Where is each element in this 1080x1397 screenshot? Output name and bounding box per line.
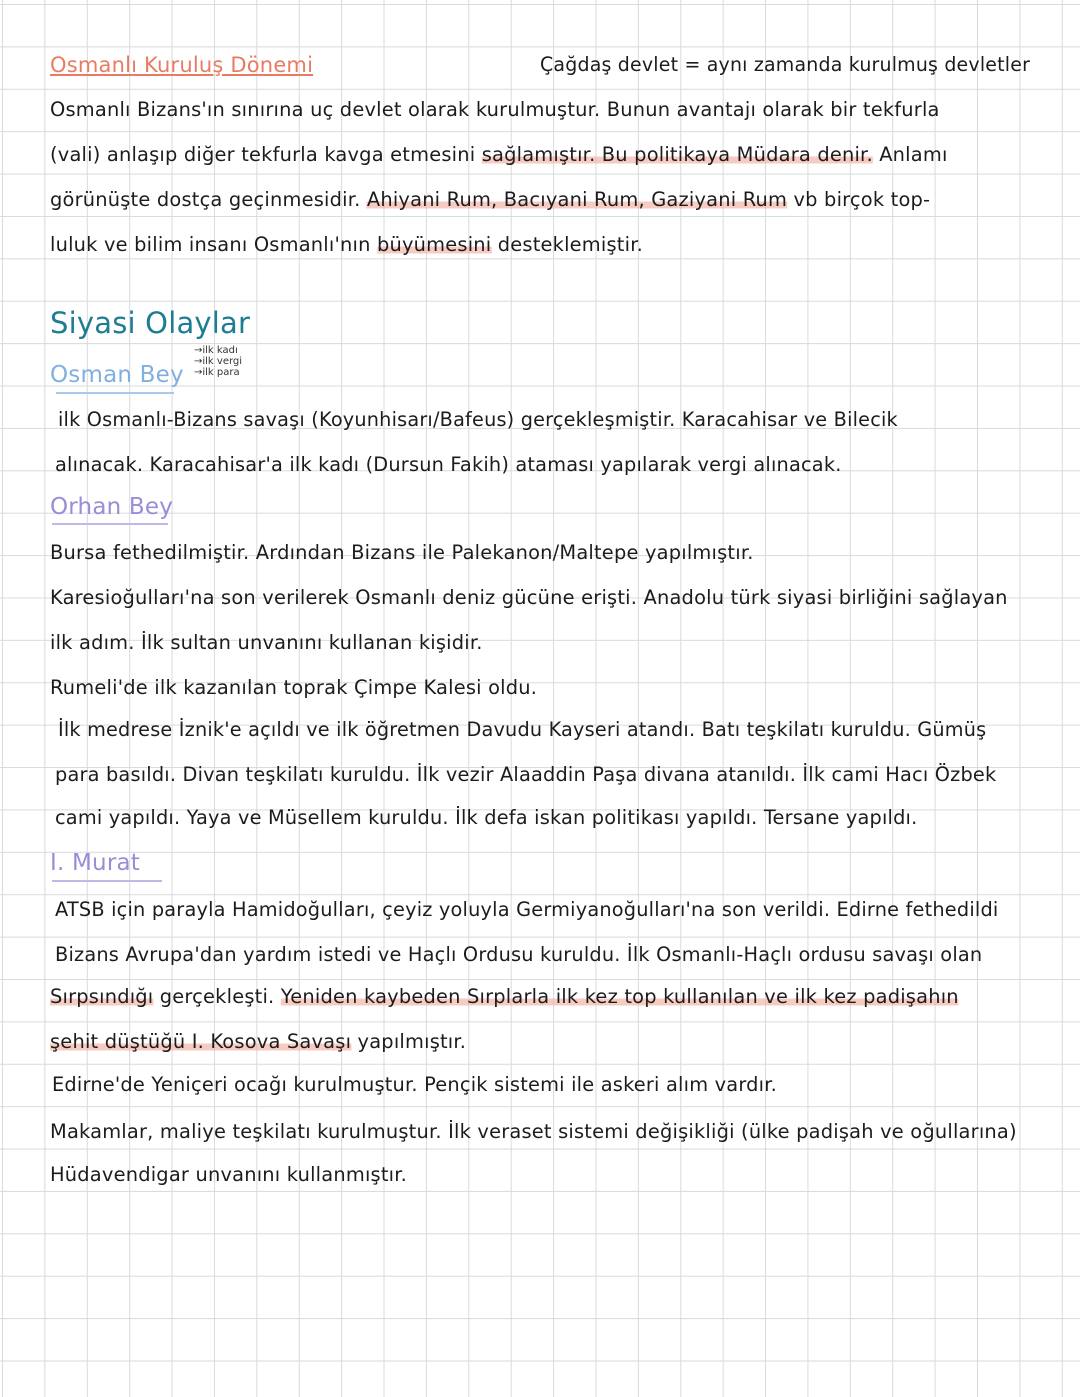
murat-line-2: Bizans Avrupa'dan yardım istedi ve Haçlı Ordusu kuruldu. İlk Osmanlı-Haçlı ordusu savaşı olan <box>55 943 983 966</box>
orhan-line-3: ilk adım. İlk sultan unvanını kullanan kişidir. <box>50 631 483 654</box>
orhan-heading: Orhan Bey <box>50 494 174 520</box>
orhan-line-7: cami yapıldı. Yaya ve Müsellem kuruldu. İlk defa iskan politikası yapıldı. Tersane yapıldı. <box>55 806 918 829</box>
murat-line-5: Edirne'de Yeniçeri ocağı kurulmuştur. Pençik sistemi ile askeri alım vardır. <box>52 1073 777 1096</box>
murat-line-3: Sırpsındığı gerçekleşti. Yeniden kaybeden Sırplarla ilk kez top kullanılan ve ilk kez padişahın <box>50 985 959 1008</box>
osman-note-1: →ilk kadı <box>194 345 238 356</box>
murat-heading-underline <box>52 880 162 882</box>
orhan-line-4: Rumeli'de ilk kazanılan toprak Çimpe Kalesi oldu. <box>50 676 538 699</box>
orhan-line-6: para basıldı. Divan teşkilatı kuruldu. İlk vezir Alaaddin Paşa divana atanıldı. İlk cami Hacı Özbek <box>55 763 997 786</box>
murat-heading: I. Murat <box>50 850 140 876</box>
osman-notes <box>194 345 242 378</box>
intro-line-1: Osmanlı Bizans'ın sınırına uç devlet olarak kurulmuştur. Bunun avantajı olarak bir tekfurla <box>50 98 940 121</box>
murat-line-6: Makamlar, maliye teşkilatı kurulmuştur. İlk veraset sistemi değişikliği (ülke padişah ve oğullarına) <box>50 1120 1017 1143</box>
osman-note-2: →ilk vergi <box>194 356 243 367</box>
osman-line-1: ilk Osmanlı-Bizans savaşı (Koyunhisarı/Bafeus) gerçekleşmiştir. Karacahisar ve Bilecik <box>58 408 898 431</box>
orhan-line-2: Karesioğulları'na son verilerek Osmanlı deniz gücüne erişti. Anadolu türk siyasi birliğini sağlayan <box>50 586 1008 609</box>
orhan-line-1: Bursa fethedilmiştir. Ardından Bizans ile Palekanon/Maltepe yapılmıştır. <box>50 541 754 564</box>
osman-heading: Osman Bey <box>50 362 184 388</box>
osman-line-2: alınacak. Karacahisar'a ilk kadı (Dursun Fakih) ataması yapılarak vergi alınacak. <box>55 453 842 476</box>
osman-heading-underline <box>56 392 174 394</box>
intro-line-2: (vali) anlaşıp diğer tekfurla kavga etmesini sağlamıştır. Bu politikaya Müdara denir. Anlamı <box>50 143 948 166</box>
page-title: Osmanlı Kuruluş Dönemi <box>50 53 314 77</box>
intro-line-3: görünüşte dostça geçinmesidir. Ahiyani Rum, Bacıyani Rum, Gaziyani Rum vb birçok top- <box>50 188 931 211</box>
murat-line-1: ATSB için parayla Hamidoğulları, çeyiz yoluyla Germiyanoğulları'na son verildi. Edirne fethedildi <box>55 898 999 921</box>
orhan-heading-underline <box>52 523 168 525</box>
orhan-line-5: İlk medrese İznik'e açıldı ve ilk öğretmen Davudu Kayseri atandı. Batı teşkilatı kuruldu. Gümüş <box>58 718 987 741</box>
osman-note-3: →ilk para <box>194 367 240 378</box>
header-note: Çağdaş devlet = aynı zamanda kurulmuş devletler <box>540 53 1031 76</box>
section-title: Siyasi Olaylar <box>50 306 251 340</box>
murat-line-4: şehit düştüğü I. Kosova Savaşı yapılmıştır. <box>50 1030 467 1053</box>
murat-line-7: Hüdavendigar unvanını kullanmıştır. <box>50 1163 408 1186</box>
intro-line-4: luluk ve bilim insanı Osmanlı'nın büyümesini desteklemiştir. <box>50 233 643 256</box>
